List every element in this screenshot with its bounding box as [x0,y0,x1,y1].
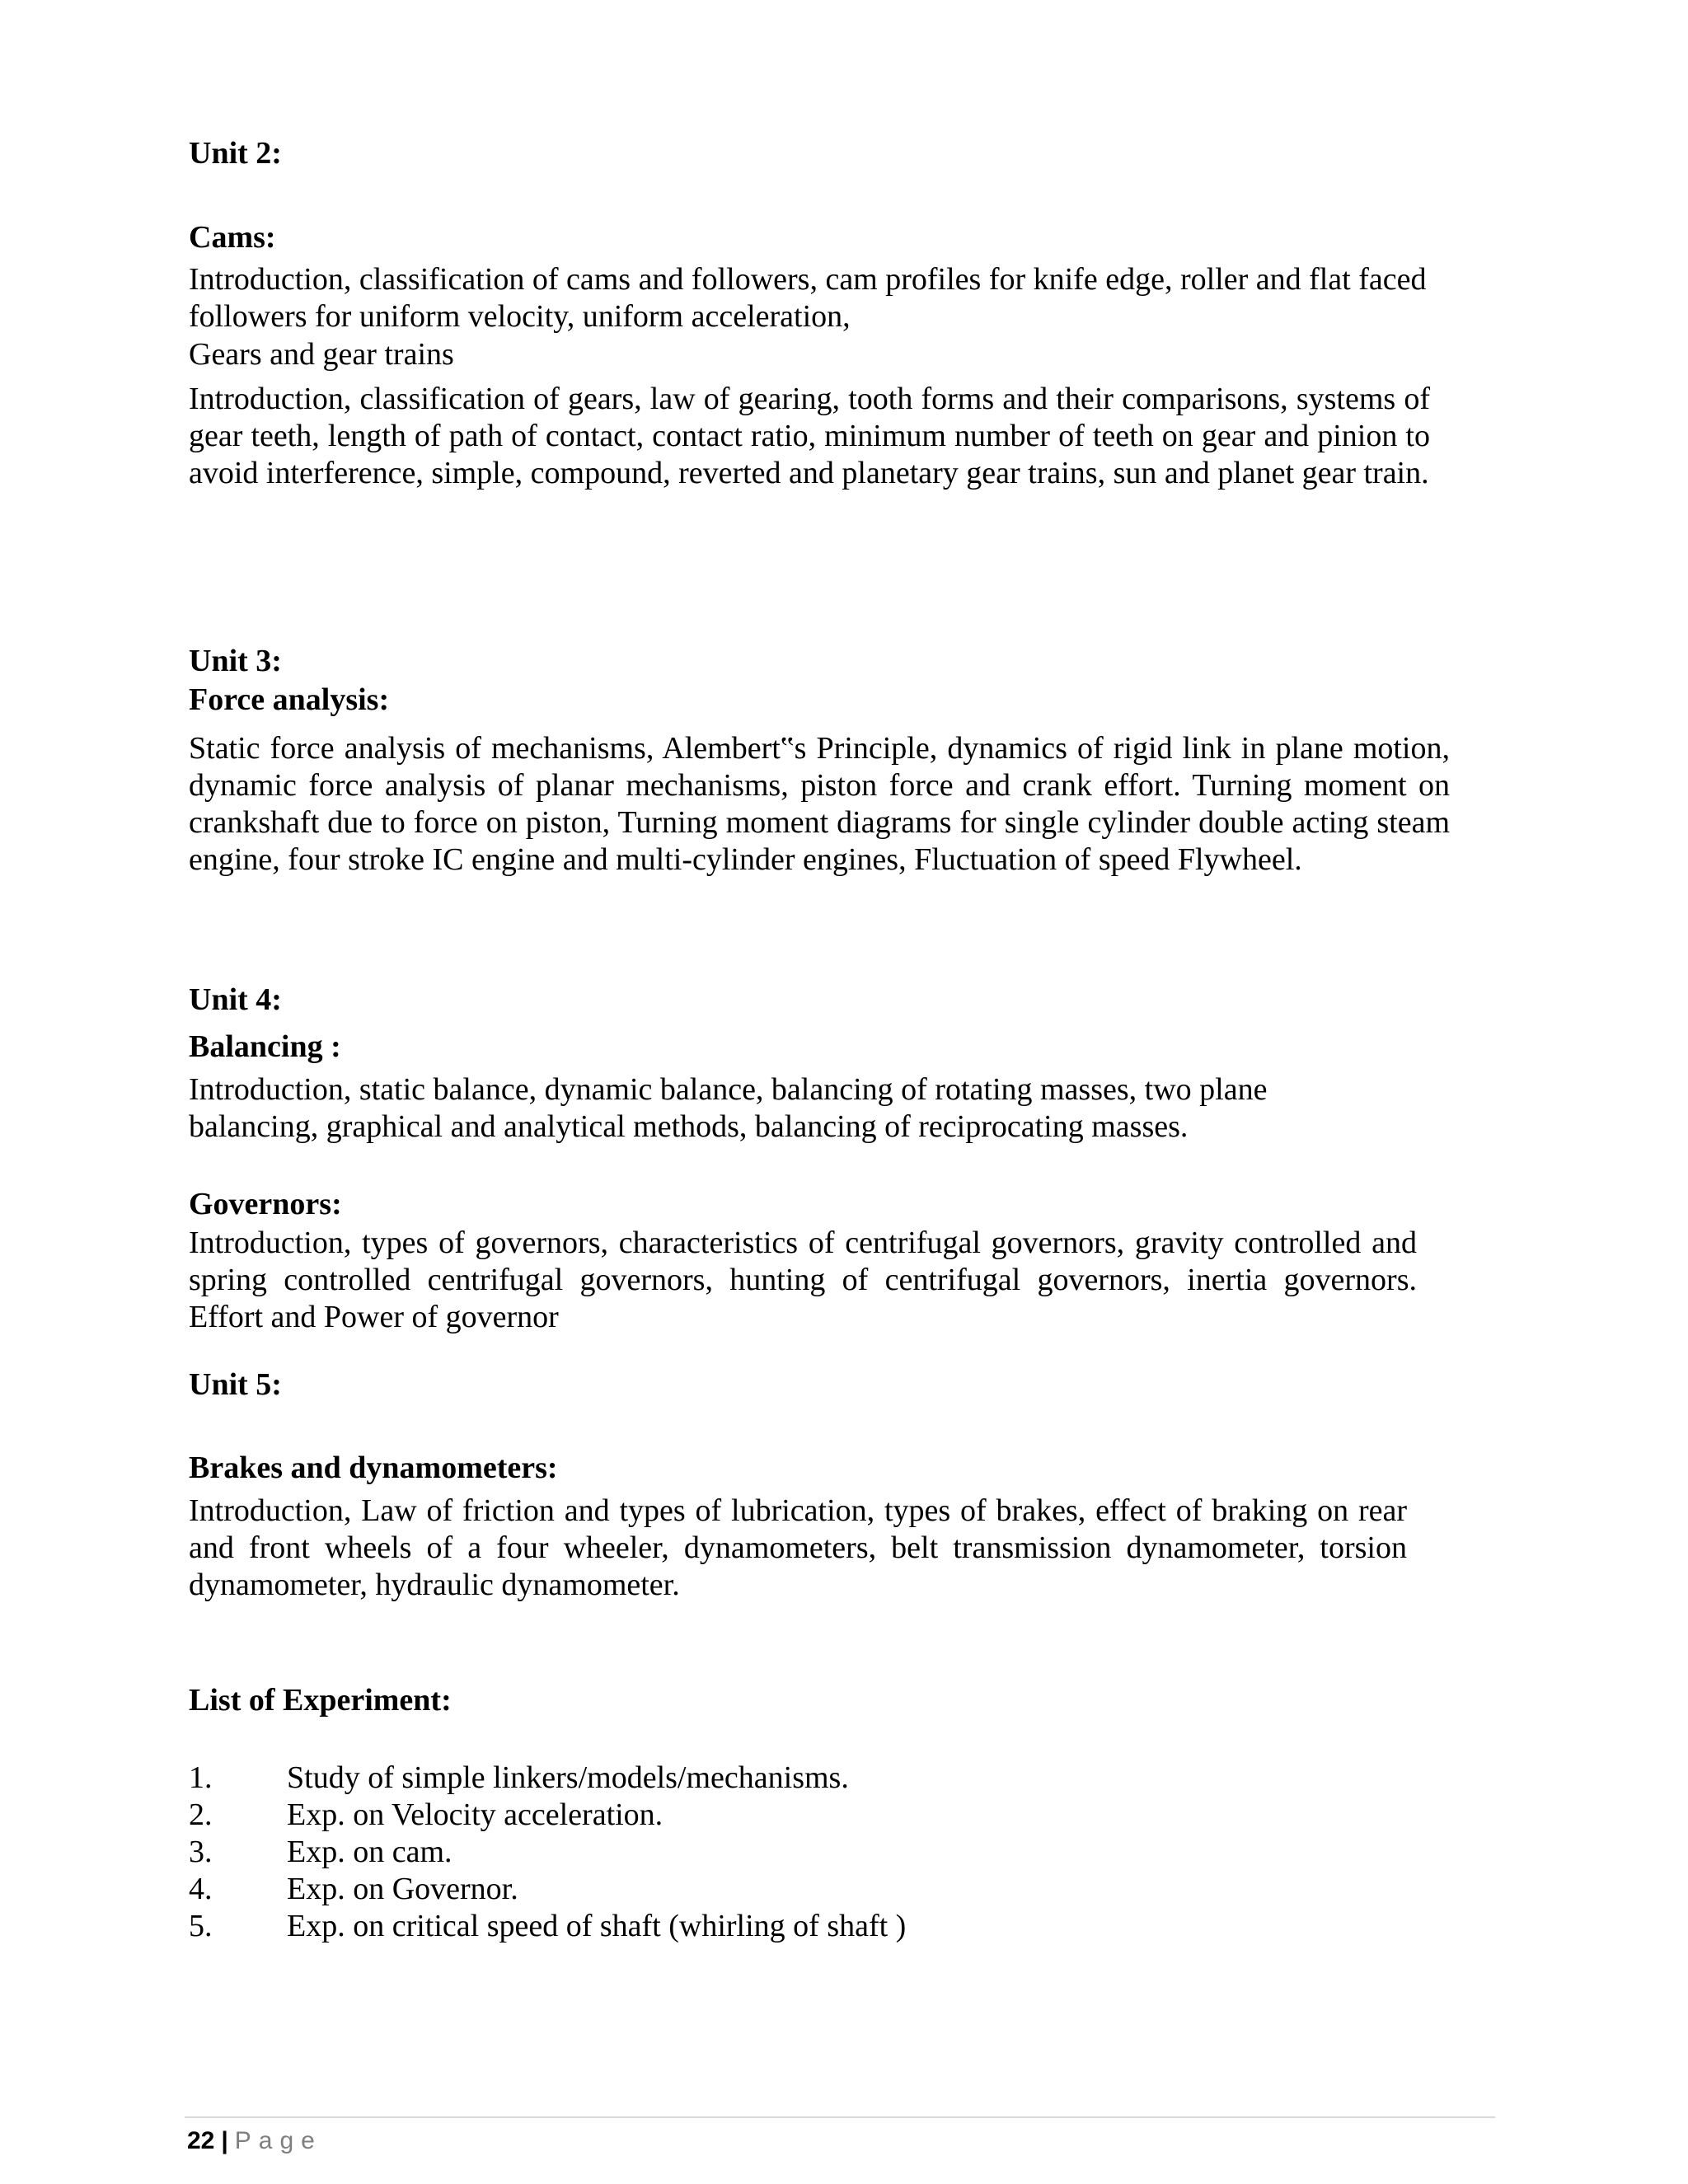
balancing-heading: Balancing : [189,1029,341,1064]
unit-3-heading: Unit 3: [189,644,282,678]
experiments-heading: List of Experiment: [189,1683,452,1718]
footer-separator: | [221,2127,228,2154]
brakes-heading: Brakes and dynamometers: [189,1451,558,1485]
brakes-text: Introduction, Law of friction and types of lubrication, types of brakes, effect of braking on rear and front wheels of a four wheeler, dynamometers, belt transmission dynamometer, torsion dynamometer, hydraulic dynamometer. [189,1493,1407,1602]
page-label: Page [234,2127,322,2154]
list-item-number: 5. [189,1909,213,1943]
list-item-text: Exp. on Velocity acceleration. [287,1797,663,1832]
governors-text: Introduction, types of governors, characteristics of centrifugal governors, gravity controlled and spring controlled centrifugal governors, hunting of centrifugal governors, inertia governors. Effort and Power of governor [189,1226,1417,1334]
footer-divider [185,2116,1495,2118]
cams-heading: Cams: [189,220,276,255]
list-item-text: Exp. on critical speed of shaft (whirling of shaft ) [287,1909,907,1943]
list-item-text: Exp. on Governor. [287,1872,518,1906]
list-item-text: Study of simple linkers/models/mechanisms. [287,1760,849,1795]
page-number: 22 [187,2127,215,2154]
gears-heading: Gears and gear trains [189,337,454,372]
balancing-text: Introduction, static balance, dynamic balance, balancing of rotating masses, two plane balancing, graphical and analytical methods, balancing of reciprocating masses. [189,1072,1268,1144]
list-item-number: 1. [189,1760,213,1795]
unit-5-heading: Unit 5: [189,1367,282,1402]
governors-heading: Governors: [189,1187,342,1221]
unit-4-heading: Unit 4: [189,982,282,1017]
gears-text: Introduction, classification of gears, law of gearing, tooth forms and their comparisons, systems of gear teeth, length of path of contact, contact ratio, minimum number of teeth on gear and pinion to avoid interference, simple, compound, reverted and planetary gear trains, sun and planet gear train. [189,382,1430,490]
list-item-number: 2. [189,1797,213,1832]
list-item-text: Exp. on cam. [287,1835,452,1869]
list-item-number: 3. [189,1835,213,1869]
list-item-number: 4. [189,1872,213,1906]
cams-text: Introduction, classification of cams and followers, cam profiles for knife edge, roller and flat faced followers for uniform velocity, uniform acceleration, [189,262,1427,334]
force-analysis-heading: Force analysis: [189,682,390,717]
force-analysis-text: Static force analysis of mechanisms, Alembert‟s Principle, dynamics of rigid link in plane motion, dynamic force analysis of planar mechanisms, piston force and crank effort. Turning moment on crankshaft due to force on piston, Turning moment diagrams for single cylinder double acting steam engine, four stroke IC engine and multi-cylinder engines, Fluctuation of speed Flywheel. [189,731,1450,877]
unit-2-heading: Unit 2: [189,136,282,171]
page-footer [187,2125,322,2158]
